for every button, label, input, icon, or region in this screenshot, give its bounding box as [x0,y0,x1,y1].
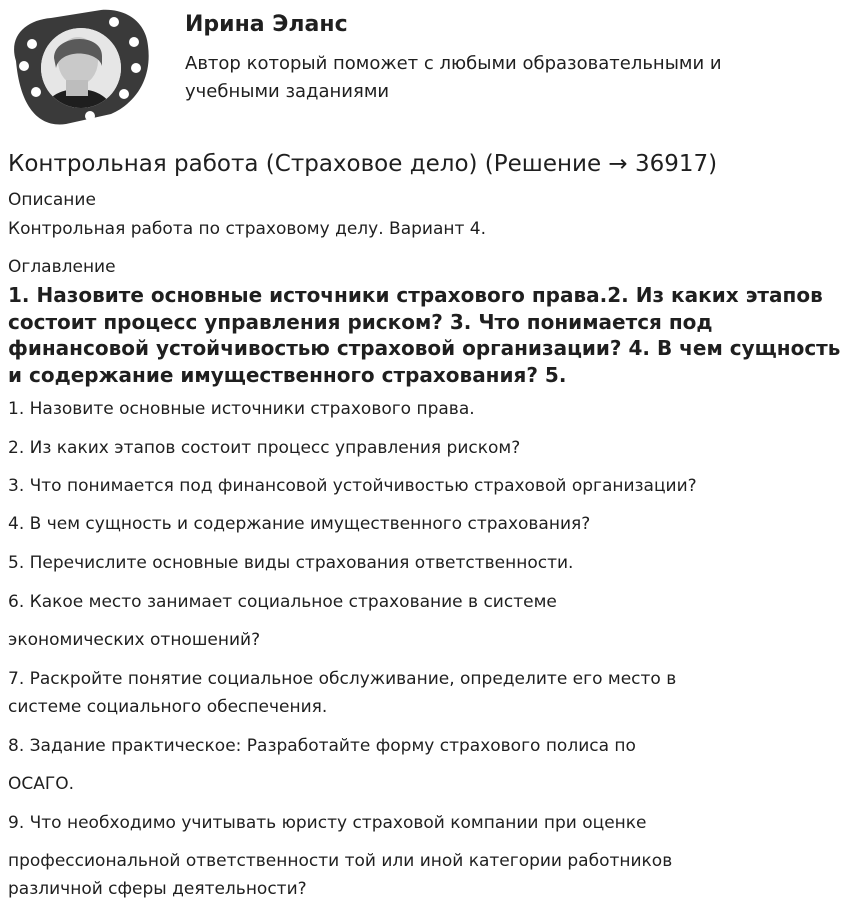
description-text: Контрольная работа по страховому делу. Вариант 4. [8,219,487,239]
question-item: экономических отношений? [8,630,261,650]
question-item: 1. Назовите основные источники страхового права. [8,399,475,419]
question-item: системе социального обеспечения. [8,697,328,717]
question-item: 8. Задание практическое: Разработайте форму страхового полиса по [8,736,636,756]
question-item: различной сферы деятельности? [8,879,307,899]
toc-label: Оглавление [8,257,116,277]
author-name: Ирина Эланс [185,12,348,37]
author-header [0,0,847,130]
author-avatar [6,6,152,128]
question-item: 4. В чем сущность и содержание имущественного страхования? [8,514,591,534]
description-label: Описание [8,190,96,210]
page-title: Контрольная работа (Страховое дело) (Решение → 36917) [8,151,718,177]
question-item: 3. Что понимается под финансовой устойчивостью страховой организации? [8,476,697,496]
question-item: 5. Перечислите основные виды страхования ответственности. [8,553,574,573]
question-item: 6. Какое место занимает социальное страхование в системе [8,592,557,612]
question-item: профессиональной ответственности той или иной категории работников [8,851,673,871]
question-item: 2. Из каких этапов состоит процесс управления риском? [8,438,521,458]
question-item: 9. Что необходимо учитывать юристу страховой компании при оценке [8,813,647,833]
author-description: Автор который поможет с любыми образовательными и учебными заданиями [185,53,722,102]
question-item: ОСАГО. [8,774,75,794]
question-item: 7. Раскройте понятие социальное обслуживание, определите его место в [8,669,677,689]
toc-summary: 1. Назовите основные источники страхового права.2. Из каких этапов состоит процесс управления риском? 3. Что понимается под финансовой устойчивостью страховой организации? 4. В чем сущность и содержание имущественного страхования? 5. [8,283,841,387]
